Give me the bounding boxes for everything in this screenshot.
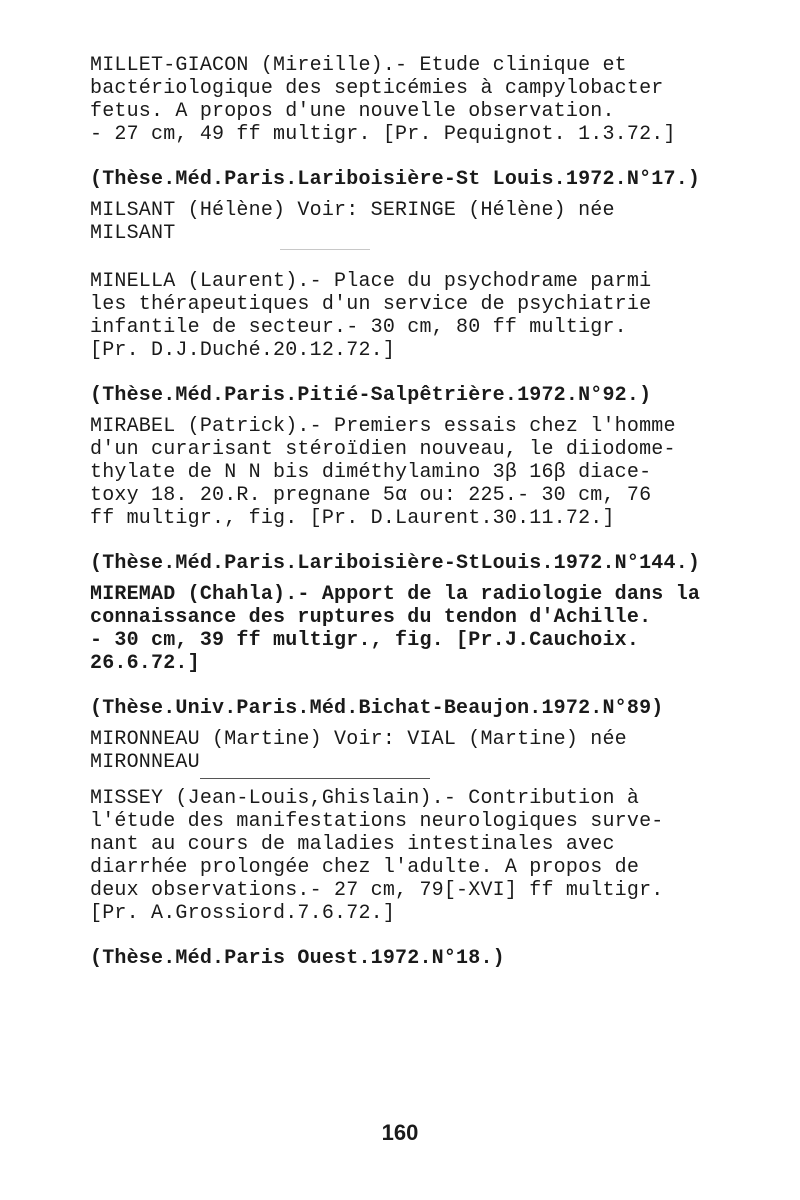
entry-mironneau [90,728,730,774]
entry-line: - 30 cm, 39 ff multigr., fig. [Pr.J.Cauchoix. [90,629,640,652]
entry-line: thylate de N N bis diméthylamino 3β 16β diace- [90,461,652,484]
entry-line: MIRABEL (Patrick).- Premiers essais chez l'homme [90,415,676,438]
entry-miremad [90,583,730,720]
spacer [90,407,730,415]
entry-line: infantile de secteur.- 30 cm, 80 ff multigr. [90,316,627,339]
spacer [90,720,730,728]
entry-line: nant au cours de maladies intestinales avec [90,833,615,856]
entry-line: MILLET-GIACON (Mireille).- Etude clinique et [90,54,627,77]
entry-line: deux observations.- 27 cm, 79[-XVI] ff multigr. [90,879,664,902]
entry-line: MIRONNEAU [90,751,200,774]
entry-line: - 27 cm, 49 ff multigr. [Pr. Pequignot. 1.3.72.] [90,123,676,146]
entry-mirabel [90,415,730,575]
entry-line: MIRONNEAU (Martine) Voir: VIAL (Martine) née [90,728,627,751]
entry-line: toxy 18. 20.R. pregnane 5α ou: 225.- 30 cm, 76 [90,484,652,507]
entry-line: les thérapeutiques d'un service de psychiatrie [90,293,652,316]
spacer [90,779,730,787]
spacer [90,191,730,199]
entry-line: bactériologique des septicémies à campylobacter [90,77,664,100]
entry-imprint: (Thèse.Méd.Paris.Lariboisière-StLouis.1972.N°144.) [90,552,701,575]
entry-missey [90,787,730,970]
spacer [90,575,730,583]
entry-line: d'un curarisant stéroïdien nouveau, le diiodome- [90,438,676,461]
entry-line: l'étude des manifestations neurologiques surve- [90,810,664,833]
entry-line: MINELLA (Laurent).- Place du psychodrame parmi [90,270,652,293]
entry-line: diarrhée prolongée chez l'adulte. A propos de [90,856,640,879]
entry-imprint: (Thèse.Univ.Paris.Méd.Bichat-Beaujon.1972.N°89) [90,697,664,720]
entry-line: MIREMAD (Chahla).- Apport de la radiologie dans la [90,583,701,606]
entry-line: fetus. A propos d'une nouvelle observation. [90,100,615,123]
spacer [90,250,730,270]
entry-milsant [90,199,730,245]
entry-line: MILSANT [90,222,176,245]
entry-line: connaissance des ruptures du tendon d'Achille. [90,606,652,629]
entry-line: MILSANT (Hélène) Voir: SERINGE (Hélène) née [90,199,615,222]
entry-line: 26.6.72.] [90,652,200,675]
entry-millet-giacon [90,54,730,191]
entry-line: [Pr. D.J.Duché.20.12.72.] [90,339,396,362]
entry-line: ff multigr., fig. [Pr. D.Laurent.30.11.72.] [90,507,615,530]
entry-imprint: (Thèse.Méd.Paris.Lariboisière-St Louis.1972.N°17.) [90,168,701,191]
entry-imprint: (Thèse.Méd.Paris.Pitié-Salpêtrière.1972.N°92.) [90,384,652,407]
entry-line: MISSEY (Jean-Louis,Ghislain).- Contribution à [90,787,640,810]
page-number: 160 [381,1120,419,1145]
entry-minella [90,270,730,407]
entry-line: [Pr. A.Grossiord.7.6.72.] [90,902,396,925]
entry-imprint: (Thèse.Méd.Paris Ouest.1972.N°18.) [90,947,505,970]
